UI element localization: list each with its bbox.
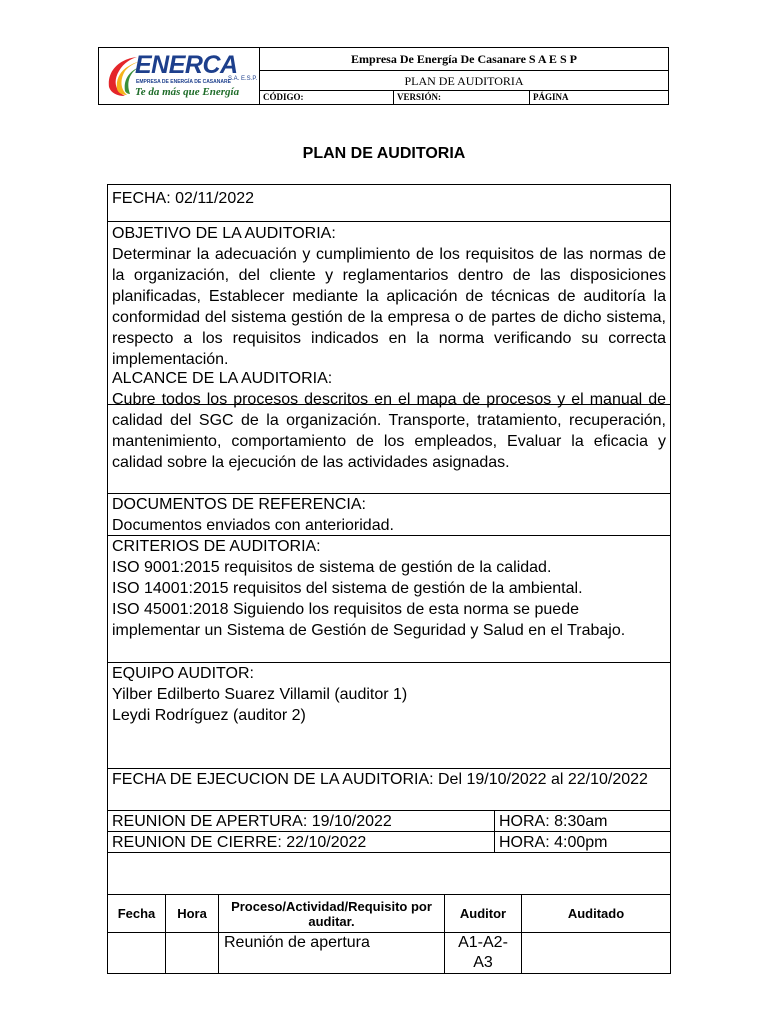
- ejecucion-text: FECHA DE EJECUCION DE LA AUDITORIA: Del 19/10/2022 al 22/10/2022: [112, 771, 648, 788]
- col-fecha: [108, 895, 166, 973]
- logo-subtitle: EMPRESA DE ENERGÍA DE CASANARE: [136, 79, 231, 85]
- table-header-proceso: Proceso/Actividad/Requisito por auditar.: [219, 895, 444, 933]
- company-name: Empresa De Energía De Casanare S A E S P: [260, 48, 668, 71]
- table-cell: Reunión de apertura: [224, 934, 370, 951]
- documentos-label: DOCUMENTOS DE REFERENCIA:: [112, 496, 366, 513]
- col-auditado: [522, 895, 670, 973]
- version-label: VERSIÓN:: [394, 91, 530, 104]
- table-header-auditor: Auditor: [445, 895, 521, 933]
- table-header-hora: Hora: [166, 895, 218, 933]
- cierre-label: REUNION DE CIERRE: 22/10/2022: [112, 834, 367, 851]
- apertura-label: REUNION DE APERTURA: 19/10/2022: [112, 813, 392, 830]
- logo-sa: S.A. E.S.P.: [228, 76, 258, 82]
- table-cell: [108, 933, 165, 973]
- logo-slogan: Te da más que Energía: [135, 86, 240, 98]
- objetivo-text: Determinar la adecuación y cumplimiento de los requisitos de las normas de la organización, del cliente y reglamentarios dentro de las disposiciones planificadas, Establecer mediante la aplicación de técnicas de auditoría la conformidad del sistema gestión de la empresa o de partes de dicho sistema, respecto a los requisitos indicados en la norma verificando su correcta implementación.: [112, 246, 666, 368]
- col-auditor: [445, 895, 522, 973]
- fecha-text: FECHA: 02/11/2022: [112, 190, 255, 207]
- apertura-row: [108, 811, 670, 832]
- objetivo-label: OBJETIVO DE LA AUDITORIA:: [112, 225, 336, 242]
- criterios-section: [108, 536, 670, 663]
- page-title: PLAN DE AUDITORIA: [302, 145, 466, 162]
- audit-plan-form: [107, 184, 671, 974]
- pagina-label: PÁGINA: [533, 92, 569, 102]
- cierre-row: [108, 832, 670, 853]
- table-header-fecha: Fecha: [108, 895, 165, 933]
- blank-row: [108, 853, 670, 895]
- table-cell: [522, 933, 670, 973]
- ejecucion-section: [108, 769, 670, 811]
- criterio-item: ISO 45001:2018 Siguiendo los requisitos de esta norma se puede implementar un Sistema de Gestión de Seguridad y Salud en el Trabajo.: [112, 601, 626, 639]
- criterio-item: ISO 9001:2015 requisitos de sistema de gestión de la calidad.: [112, 559, 552, 576]
- fecha-section: [108, 185, 670, 222]
- equipo-member: Leydi Rodríguez (auditor 2): [112, 707, 306, 724]
- documentos-section: [108, 494, 670, 536]
- apertura-hora: HORA: 8:30am: [494, 811, 607, 832]
- logo-brand: ENERCA: [135, 51, 238, 79]
- table-cell: A1-A2-A3: [458, 934, 508, 971]
- criterios-label: CRITERIOS DE AUDITORIA:: [112, 538, 321, 555]
- equipo-section: [108, 663, 670, 769]
- alcance-section: [108, 368, 670, 494]
- enerca-logo: [99, 48, 260, 104]
- activity-table: [108, 895, 670, 973]
- equipo-member: Yilber Edilberto Suarez Villamil (auditor 1): [112, 686, 408, 703]
- equipo-label: EQUIPO AUDITOR:: [112, 665, 254, 682]
- table-header-auditado: Auditado: [522, 895, 670, 933]
- codigo-label: CÓDIGO:: [260, 91, 394, 104]
- table-cell: [166, 933, 218, 973]
- alcance-label: ALCANCE DE LA AUDITORIA:: [112, 370, 333, 387]
- header-meta-row: [260, 91, 668, 104]
- criterio-item: ISO 14001:2015 requisitos del sistema de gestión de la ambiental.: [112, 580, 583, 597]
- col-proceso: [219, 895, 445, 973]
- document-header: [98, 47, 669, 105]
- cierre-hora: HORA: 4:00pm: [494, 832, 607, 853]
- header-doc-name: PLAN DE AUDITORIA: [260, 71, 668, 91]
- alcance-text: Cubre todos los procesos descritos en el mapa de procesos y el manual de calidad del SGC de la organización. Transporte, tratamiento, recuperación, mantenimiento, comportamiento de los empleados, Evaluar la eficacia y calidad sobre la ejecución de las actividades asignadas.: [112, 391, 666, 471]
- documentos-text: Documentos enviados con anterioridad.: [112, 517, 394, 534]
- col-hora: [166, 895, 219, 973]
